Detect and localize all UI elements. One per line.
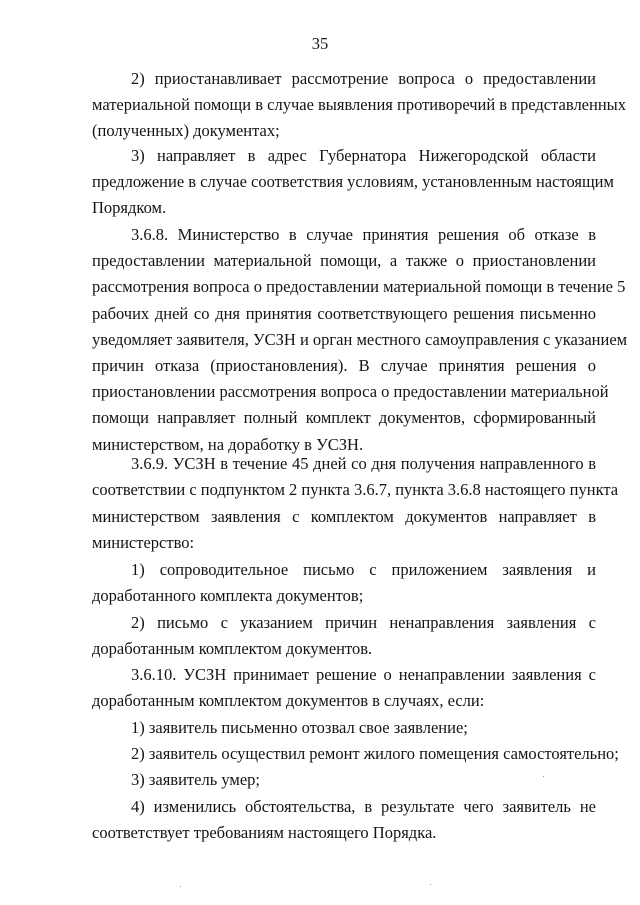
text-line: соответствии с подпунктом 2 пункта 3.6.7, пункта 3.6.8 настоящего пункта <box>92 480 619 500</box>
text-line: 2) письмо с указанием причин ненаправления заявления с <box>131 613 596 632</box>
text-line: помощи направляет полный комплект документов, сформированный <box>92 408 596 428</box>
text-line: рассмотрения вопроса о предоставлении материальной помощи в течение 5 <box>92 277 626 297</box>
text-line: 3) направляет в адрес Губернатора Нижегородской области <box>131 146 596 165</box>
text-line: 2) заявитель осуществил ремонт жилого помещения самостоятельно; <box>131 744 619 763</box>
text-line: уведомляет заявителя, УСЗН и орган местного самоуправления с указанием <box>92 329 628 349</box>
text-line: министерство: <box>92 532 195 552</box>
text-line: (полученных) документах; <box>92 121 280 140</box>
scan-speck <box>430 884 431 885</box>
text-line: 3.6.8. Министерство в случае принятия решения об отказе в <box>131 225 596 244</box>
text-line: доработанного комплекта документов; <box>92 586 364 605</box>
text-line: предоставлении материальной помощи, а также о приостановлении <box>92 251 596 271</box>
text-line: предложение в случае соответствия условиям, установленным настоящим <box>92 172 614 191</box>
text-line: Порядком. <box>92 198 167 217</box>
text-line: причин отказа (приостановления). В случае принятия решения о <box>92 356 596 375</box>
text-line: 4) изменились обстоятельства, в результате чего заявитель не <box>131 797 596 816</box>
text-line: рабочих дней со дня принятия соответствующего решения письменно <box>92 303 596 323</box>
scan-speck <box>543 776 544 777</box>
text-line: доработанным комплектом документов в случаях, если: <box>92 691 485 710</box>
text-line: материальной помощи в случае выявления противоречий в представленных <box>92 95 626 114</box>
text-line: 3) заявитель умер; <box>131 770 260 789</box>
text-line: 3.6.9. УСЗН в течение 45 дней со дня получения направленного в <box>131 454 596 473</box>
text-line: соответствует требованиям настоящего Порядка. <box>92 823 437 842</box>
text-line: 1) заявитель письменно отозвал свое заявление; <box>131 718 468 737</box>
text-line: 2) приостанавливает рассмотрение вопроса о предоставлении <box>131 69 596 88</box>
text-line: приостановлении рассмотрения вопроса о предоставлении материальной <box>92 382 609 402</box>
text-line: доработанным комплектом документов. <box>92 639 373 658</box>
text-line: 1) сопроводительное письмо с приложением заявления и <box>131 560 596 579</box>
text-line: министерством заявления с комплектом документов направляет в <box>92 506 596 526</box>
text-line: министерством, на доработку в УСЗН. <box>92 434 364 454</box>
page-number: 35 <box>311 34 329 53</box>
text-line: 3.6.10. УСЗН принимает решение о ненаправлении заявления с <box>131 665 596 684</box>
scan-speck <box>180 886 181 887</box>
